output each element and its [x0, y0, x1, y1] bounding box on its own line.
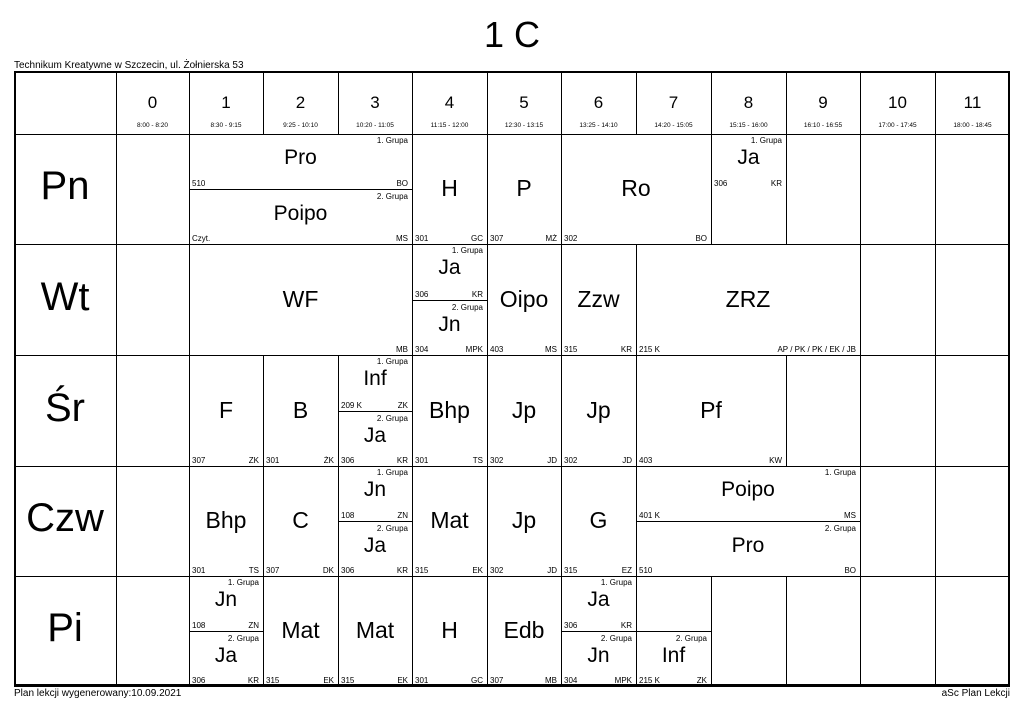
- lesson-cell[interactable]: [189, 189, 412, 244]
- lesson-teacher: ŻK: [323, 456, 334, 465]
- day-label: Czw: [26, 496, 104, 540]
- period-time: 13:25 - 14:10: [579, 122, 618, 129]
- period-number: 9: [818, 93, 828, 112]
- lesson-teacher: BO: [396, 179, 408, 188]
- lesson-cell[interactable]: [487, 355, 561, 466]
- lesson-cell[interactable]: [189, 134, 412, 189]
- lesson-cell[interactable]: [338, 576, 412, 686]
- lesson-teacher: TS: [472, 456, 483, 465]
- lesson-group: 1. Grupa: [600, 578, 632, 587]
- grid-line: [860, 466, 861, 576]
- grid-line: [116, 71, 117, 134]
- grid-line: [412, 71, 413, 134]
- lesson-subject: Mat: [355, 617, 395, 643]
- lesson-room: 307: [192, 456, 206, 465]
- lesson-group: 2. Grupa: [376, 192, 408, 201]
- grid-line: [935, 134, 936, 244]
- lesson-teacher: EK: [323, 676, 334, 685]
- lesson-room: 301: [415, 234, 429, 243]
- lesson-room: 315: [415, 566, 429, 575]
- lesson-cell[interactable]: [412, 355, 487, 466]
- day-label: Wt: [40, 274, 90, 319]
- lesson-cell[interactable]: [412, 300, 487, 356]
- grid-line: [116, 466, 117, 576]
- lesson-teacher: MS: [545, 345, 557, 354]
- period-time: 9:25 - 10:10: [283, 122, 318, 129]
- grid-line: [786, 134, 787, 244]
- lesson-cell[interactable]: [412, 134, 487, 244]
- lesson-group: 1. Grupa: [376, 468, 408, 477]
- grid-line: [786, 355, 787, 466]
- lesson-teacher: EZ: [621, 566, 632, 575]
- day-label: Pn: [40, 164, 90, 208]
- lesson-room: 304: [415, 345, 429, 354]
- lesson-group: 2. Grupa: [824, 524, 856, 533]
- lesson-teacher: MŻ: [545, 234, 557, 243]
- lesson-room: 301: [266, 456, 280, 465]
- lesson-teacher: MPK: [614, 676, 632, 685]
- lesson-teacher: BO: [695, 234, 707, 243]
- lesson-room: 301: [415, 676, 429, 685]
- lesson-cell[interactable]: [636, 355, 786, 466]
- lesson-subject: Ja: [214, 644, 238, 668]
- period-number: 10: [888, 93, 907, 112]
- lesson-subject: Ja: [363, 423, 387, 447]
- lesson-cell[interactable]: [412, 244, 487, 300]
- lesson-group: 2. Grupa: [675, 634, 707, 643]
- lesson-room: 108: [341, 511, 355, 520]
- lesson-room: 510: [192, 179, 206, 188]
- lesson-cell[interactable]: [338, 355, 412, 411]
- period-number: 2: [295, 93, 306, 112]
- grid-line: [786, 576, 787, 686]
- lesson-subject: Mat: [281, 617, 320, 643]
- lesson-room: 403: [490, 345, 504, 354]
- lesson-room: 209 K: [341, 400, 362, 410]
- grid-line: [935, 244, 936, 355]
- lesson-teacher: DK: [322, 566, 334, 575]
- lesson-subject: Inf: [661, 644, 686, 668]
- lesson-room: 306: [341, 566, 355, 575]
- lesson-teacher: AP / PK / PK / EK / JB: [777, 345, 856, 354]
- lesson-subject: Poipo: [273, 202, 328, 226]
- lesson-subject: Jn: [587, 644, 610, 668]
- lesson-teacher: KR: [471, 289, 483, 299]
- lesson-teacher: GC: [471, 234, 483, 243]
- lesson-room: 307: [490, 676, 504, 685]
- lesson-subject: Poipo: [721, 478, 775, 502]
- lesson-group: 2. Grupa: [600, 634, 632, 643]
- lesson-cell[interactable]: [263, 466, 338, 576]
- lesson-teacher: KR: [620, 345, 632, 354]
- lesson-room: 215 K: [639, 345, 660, 354]
- lesson-room: 304: [564, 676, 578, 685]
- lesson-teacher: EK: [472, 566, 483, 575]
- lesson-room: 306: [415, 289, 429, 299]
- lesson-room: 403: [639, 456, 653, 465]
- grid-line: [860, 576, 861, 686]
- lesson-cell[interactable]: [561, 355, 636, 466]
- software-credit: aSc Plan Lekcji: [941, 688, 1010, 699]
- lesson-subject: G: [589, 507, 608, 533]
- lesson-room: 306: [564, 621, 578, 630]
- lesson-teacher: ZK: [696, 676, 707, 685]
- lesson-subject: Pro: [731, 534, 765, 558]
- lesson-teacher: KR: [396, 566, 408, 575]
- lesson-teacher: MB: [396, 345, 408, 354]
- lesson-teacher: MS: [396, 234, 408, 243]
- school-name: Technikum Kreatywne w Szczecin, ul. Żołnierska 53: [14, 60, 244, 71]
- lesson-cell[interactable]: [487, 466, 561, 576]
- lesson-room: 315: [564, 345, 578, 354]
- lesson-teacher: KR: [247, 676, 259, 685]
- lesson-teacher: ZN: [248, 621, 259, 630]
- grid-line: [935, 466, 936, 576]
- lesson-teacher: ZN: [397, 511, 408, 520]
- lesson-subject: Ro: [621, 175, 651, 201]
- lesson-subject: Ja: [438, 256, 461, 280]
- page-title: 1 C: [483, 14, 541, 55]
- lesson-room: 315: [266, 676, 280, 685]
- lesson-group: 2. Grupa: [376, 413, 408, 423]
- lesson-room: 301: [415, 456, 429, 465]
- grid-line: [860, 244, 861, 355]
- lesson-room: 307: [490, 234, 504, 243]
- lesson-cell[interactable]: [338, 466, 412, 521]
- lesson-teacher: JD: [547, 456, 557, 465]
- lesson-cell[interactable]: [189, 631, 263, 686]
- day-label: Pi: [47, 606, 83, 650]
- lesson-room: 306: [192, 676, 206, 685]
- lesson-teacher: ZK: [397, 400, 408, 410]
- lesson-cell[interactable]: [561, 244, 636, 355]
- grid-line: [786, 71, 787, 134]
- lesson-cell[interactable]: [263, 576, 338, 686]
- grid-line: [14, 686, 1010, 687]
- grid-line: [116, 355, 117, 466]
- period-time: 8:00 - 8:20: [136, 122, 169, 129]
- lesson-subject: Jp: [586, 396, 611, 423]
- lesson-subject: H: [441, 617, 458, 643]
- lesson-subject: Jn: [214, 588, 238, 612]
- grid-line: [935, 576, 936, 686]
- lesson-teacher: MS: [844, 511, 856, 520]
- lesson-subject: Bhp: [429, 396, 470, 423]
- lesson-subject: C: [292, 507, 309, 533]
- lesson-room: 307: [266, 566, 280, 575]
- lesson-group: 1. Grupa: [451, 246, 483, 255]
- lesson-room: 108: [192, 621, 206, 630]
- period-time: 18:00 - 18:45: [953, 122, 992, 129]
- lesson-cell[interactable]: [561, 631, 636, 686]
- lesson-cell[interactable]: [561, 576, 636, 631]
- lesson-subject: Ja: [363, 534, 387, 558]
- lesson-group: 2. Grupa: [227, 634, 259, 643]
- lesson-room: 306: [714, 179, 728, 188]
- lesson-room: 306: [341, 456, 355, 465]
- lesson-room: 510: [639, 566, 653, 575]
- lesson-subject: Jn: [438, 312, 461, 336]
- lesson-subject: Ja: [587, 588, 610, 612]
- lesson-cell[interactable]: [487, 576, 561, 686]
- grid-line: [116, 576, 117, 686]
- lesson-cell[interactable]: [263, 355, 338, 466]
- lesson-cell[interactable]: [636, 244, 860, 355]
- lesson-group: 1. Grupa: [376, 136, 408, 145]
- grid-line: [189, 71, 190, 134]
- grid-line: [487, 71, 488, 134]
- lesson-subject: Jn: [363, 478, 387, 502]
- grid-line: [711, 576, 712, 686]
- lesson-teacher: EK: [397, 676, 408, 685]
- grid-line: [711, 71, 712, 134]
- lesson-subject: WF: [282, 285, 319, 312]
- lesson-cell[interactable]: [561, 134, 711, 244]
- lesson-teacher: TS: [248, 566, 259, 575]
- lesson-teacher: JD: [547, 566, 557, 575]
- lesson-room: 401 K: [639, 511, 660, 520]
- lesson-room: 302: [490, 566, 504, 575]
- period-number: 3: [370, 93, 380, 112]
- lesson-cell[interactable]: [189, 355, 263, 466]
- lesson-subject: ZRZ: [725, 285, 771, 312]
- lesson-subject: Jp: [511, 396, 537, 423]
- lesson-cell[interactable]: [338, 521, 412, 576]
- lesson-group: 1. Grupa: [750, 136, 782, 145]
- lesson-subject: Jp: [511, 507, 537, 533]
- period-number: 11: [963, 93, 982, 112]
- lesson-group: 1. Grupa: [376, 357, 408, 366]
- grid-line: [561, 71, 562, 134]
- grid-line: [263, 71, 264, 134]
- lesson-teacher: KR: [770, 179, 782, 188]
- lesson-cell[interactable]: [636, 466, 860, 521]
- period-time: 11:15 - 12:00: [430, 122, 469, 129]
- day-label: Śr: [45, 385, 85, 430]
- lesson-subject: B: [292, 396, 309, 423]
- period-number: 5: [519, 93, 529, 112]
- lesson-teacher: KW: [769, 456, 782, 465]
- grid-line: [860, 134, 861, 244]
- lesson-teacher: GC: [471, 676, 483, 685]
- lesson-group: 2. Grupa: [376, 524, 408, 533]
- grid-line: [860, 355, 861, 466]
- period-time: 12:30 - 13:15: [504, 122, 544, 129]
- lesson-room: 302: [564, 234, 578, 243]
- period-number: 8: [743, 93, 754, 112]
- lesson-subject: Ja: [737, 146, 760, 170]
- lesson-cell[interactable]: [338, 411, 412, 467]
- grid-line: [636, 71, 637, 134]
- lesson-cell[interactable]: [636, 631, 711, 686]
- lesson-room: 315: [564, 566, 578, 575]
- lesson-teacher: MPK: [465, 345, 483, 354]
- lesson-cell[interactable]: [412, 466, 487, 576]
- lesson-cell[interactable]: [561, 466, 636, 576]
- lesson-teacher: KR: [396, 456, 408, 465]
- lesson-cell[interactable]: [636, 521, 860, 576]
- lesson-teacher: KR: [620, 621, 632, 630]
- lesson-subject: Zzw: [577, 285, 620, 312]
- period-number: 0: [147, 93, 158, 112]
- period-time: 8:30 - 9:15: [210, 122, 242, 129]
- lesson-subject: Mat: [430, 507, 469, 533]
- lesson-cell[interactable]: [412, 576, 487, 686]
- lesson-room: 302: [564, 456, 578, 465]
- lesson-teacher: JD: [622, 456, 632, 465]
- lesson-cell[interactable]: [487, 134, 561, 244]
- period-number: 7: [668, 93, 679, 112]
- grid-line: [935, 71, 936, 134]
- lesson-subject: Inf: [363, 367, 387, 391]
- lesson-subject: Pro: [284, 146, 317, 170]
- lesson-subject: Pf: [700, 396, 722, 423]
- grid-line: [116, 244, 117, 355]
- lesson-group: 1. Grupa: [227, 578, 259, 587]
- lesson-cell[interactable]: [189, 576, 263, 631]
- lesson-cell[interactable]: [189, 466, 263, 576]
- lesson-subject: Oipo: [499, 285, 549, 312]
- lesson-subject: H: [441, 175, 458, 201]
- period-time: 14:20 - 15:05: [654, 122, 693, 129]
- lesson-group: 2. Grupa: [451, 302, 483, 312]
- period-number: 1: [221, 93, 231, 112]
- generated-date: Plan lekcji wygenerowany:10.09.2021: [14, 688, 182, 699]
- period-time: 10:20 - 11:05: [356, 122, 394, 129]
- lesson-room: Czyt.: [192, 234, 211, 243]
- lesson-subject: P: [516, 175, 532, 201]
- grid-line: [935, 355, 936, 466]
- lesson-cell[interactable]: [711, 134, 786, 189]
- lesson-group: 1. Grupa: [824, 468, 856, 477]
- grid-line: [860, 71, 861, 134]
- period-time: 15:15 - 16:00: [729, 122, 768, 129]
- period-number: 4: [444, 93, 455, 112]
- lesson-room: 215 K: [639, 676, 660, 685]
- lesson-subject: Edb: [503, 617, 545, 643]
- period-time: 17:00 - 17:45: [878, 122, 917, 129]
- lesson-room: 302: [490, 456, 504, 465]
- lesson-teacher: MB: [545, 676, 557, 685]
- lesson-cell[interactable]: [189, 244, 412, 355]
- lesson-teacher: ZK: [248, 456, 259, 465]
- lesson-teacher: BO: [844, 566, 856, 575]
- grid-line: [116, 134, 117, 244]
- lesson-cell[interactable]: [487, 244, 561, 355]
- grid-line: [338, 71, 339, 134]
- lesson-subject: Bhp: [205, 507, 247, 533]
- lesson-room: 301: [192, 566, 206, 575]
- period-time: 16:10 - 16:55: [803, 122, 843, 129]
- lesson-room: 315: [341, 676, 355, 685]
- lesson-subject: F: [218, 396, 234, 423]
- period-number: 6: [593, 93, 604, 112]
